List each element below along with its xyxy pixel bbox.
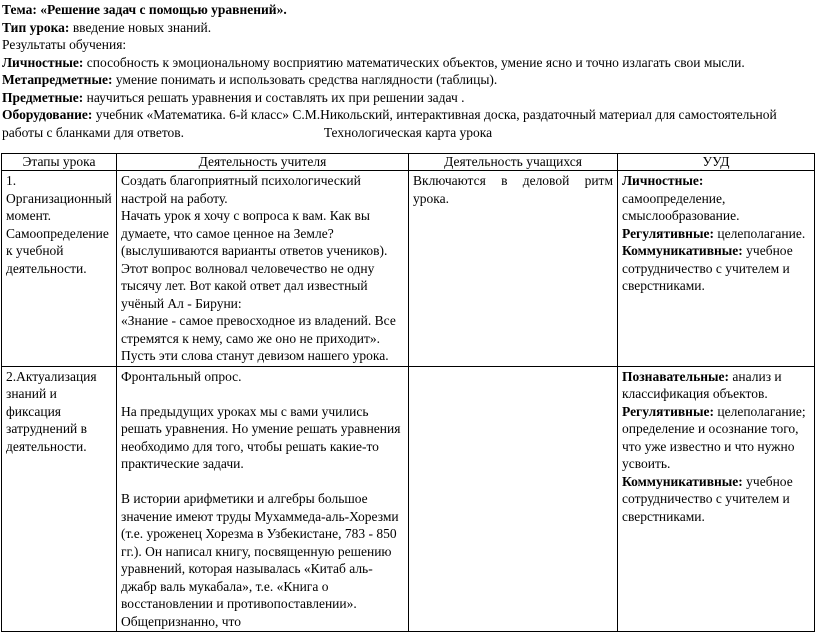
teacher-paragraph: Начать урок я хочу с вопроса к вам. Как вы думаете, что самое ценное на Земле? (выслушиваются варианты ответов учеников). Этот вопрос волновал человечество не одну тысячу лет. Вот какой ответ дал известный учёный Ал - Бируни: (121, 208, 388, 311)
uud-cell (618, 171, 815, 367)
students-cell (409, 171, 618, 367)
table-row (2, 171, 815, 367)
results-heading: Результаты обучения: (2, 37, 127, 52)
col-header-teacher: Деятельность учителя (117, 154, 409, 171)
lesson-plan-table (1, 153, 815, 632)
equipment-label: Оборудование: (2, 107, 93, 122)
subject-label: Предметные: (2, 89, 84, 105)
table-caption: Технологическая карта урока (323, 125, 493, 140)
topic-value: «Решение задач с помощью уравнений». (36, 2, 287, 17)
table-row (2, 366, 815, 632)
lesson-type-line (2, 19, 812, 37)
uud-label: Личностные: (622, 173, 704, 188)
uud-label: Коммуникативные: (622, 473, 743, 489)
metasubject-line (2, 71, 812, 89)
uud-text: целеполагание. (714, 225, 806, 241)
lesson-type-label: Тип урока: (2, 19, 70, 35)
personal-label: Личностные: (2, 54, 84, 70)
equipment-value: учебник «Математика. 6-й класс» С.М.Никольский, интерактивная доска, раздаточный материал для самостоятельной работы с бланками для ответов. (2, 107, 777, 140)
uud-text: учебное сотрудничество с учителем и сверстниками. (622, 243, 793, 293)
lesson-type-value: введение новых знаний. (69, 19, 212, 35)
stage-cell: 2.Актуализация знаний и фиксация затруднений в деятельности. (2, 366, 117, 632)
students-cell (409, 366, 618, 632)
uud-label: Регулятивные: (622, 403, 714, 419)
uud-cell (618, 366, 815, 632)
uud-text: анализ и классификация объектов. (622, 368, 782, 401)
uud-item (622, 172, 810, 225)
table-header-row (2, 154, 815, 171)
uud-label: Познавательные: (622, 368, 730, 384)
uud-item (622, 368, 810, 403)
topic-label: Тема: (2, 2, 37, 17)
students-text: Включаются в деловой ритм урока. (413, 173, 613, 206)
uud-label: Регулятивные: (622, 225, 714, 241)
subject-value: научиться решать уравнения и составлять их при решении задач . (83, 89, 465, 105)
uud-label: Коммуникативные: (622, 243, 743, 258)
teacher-paragraph: «Знание - самое превосходное из владений. Все стремятся к нему, само же оно не приходит». (121, 313, 396, 346)
col-header-uud: УУД (618, 154, 815, 171)
topic-line (2, 1, 812, 19)
col-header-stages: Этапы урока (2, 154, 117, 171)
teacher-cell (117, 366, 409, 632)
teacher-paragraph: В истории арифметики и алгебры большое значение имеют труды Мухаммеда-аль-Хорезми (т.е. уроженец Хорезма в Узбекистане, 783 - 850 гг.). Он написал книгу, посвященную решению уравнений, которая называлась «Китаб аль-джабр валь мукабала», т.е. «Книга о восстановлении и противопоставлении». Общепризнанно, что (121, 491, 399, 629)
teacher-paragraph: На предыдущих уроках мы с вами учились решать уравнения. Но умение решать уравнения необходимо для того, чтобы решать какие-то практические задачи. (121, 403, 401, 471)
metasubject-value: умение понимать и использовать средства наглядности (таблицы). (112, 72, 498, 87)
paragraph-gap (121, 385, 404, 403)
personal-line (2, 54, 812, 72)
paragraph-gap (121, 473, 404, 491)
col-header-students: Деятельность учащихся (409, 154, 618, 171)
stage-cell: 1. Организационный момент. Самоопределение к учебной деятельности. (2, 171, 117, 367)
teacher-paragraph: Пусть эти слова станут девизом нашего урока. (121, 348, 389, 363)
personal-value: способность к эмоциональному восприятию математических объектов, умение ясно и точно излагать свои мысли. (83, 54, 745, 70)
uud-item (622, 403, 810, 473)
uud-item (622, 242, 810, 295)
subject-line (2, 89, 812, 107)
metasubject-label: Метапредметные: (2, 72, 113, 87)
teacher-paragraph: Фронтальный опрос. (121, 368, 242, 384)
uud-text: учебное сотрудничество с учителем и сверстниками. (622, 473, 793, 524)
lesson-header (2, 1, 812, 141)
teacher-cell (117, 171, 409, 367)
uud-text: самоопределение, смыслообразование. (622, 190, 740, 223)
uud-item (622, 473, 810, 526)
uud-text: целеполагание; определение и осознание того, что уже известно и что нужно усвоить. (622, 403, 806, 471)
uud-item (622, 225, 810, 243)
teacher-paragraph: Создать благоприятный психологический настрой на работу. (121, 173, 361, 206)
